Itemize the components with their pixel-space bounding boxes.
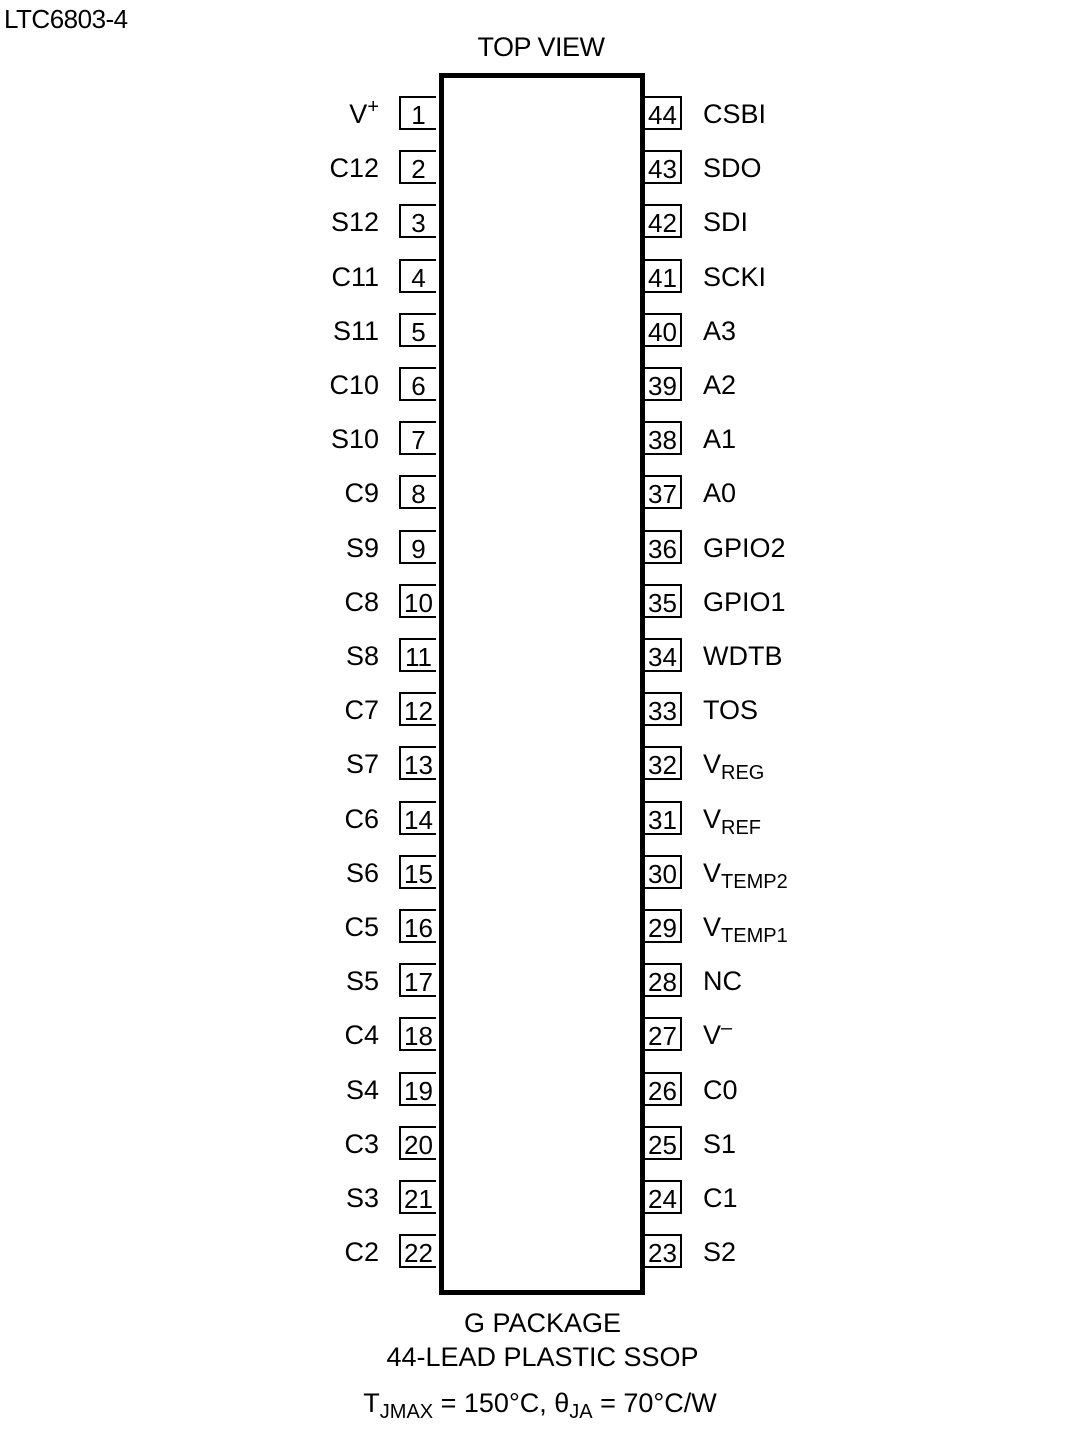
pin-17-number: 17 [399, 963, 436, 997]
pin-42-number: 42 [645, 204, 682, 238]
pin-8-name: C9 [344, 478, 379, 509]
pin-23-name: S2 [703, 1237, 737, 1268]
pin-38-label [703, 422, 736, 456]
pin-16-number: 16 [399, 909, 436, 943]
pin-40-number: 40 [645, 313, 682, 347]
pin-14-name: C6 [344, 803, 379, 834]
pin-35-label [703, 585, 786, 619]
pin-17-label [259, 964, 379, 998]
pin-28-number: 28 [645, 963, 682, 997]
pin-22-label [259, 1235, 379, 1269]
pin-29-number: 29 [645, 909, 682, 943]
pin-14-label [259, 802, 379, 836]
pin-38-number: 38 [645, 421, 682, 455]
pin-39-number: 39 [645, 367, 682, 401]
pin-13-name: S7 [345, 749, 379, 780]
pin-27-number: 27 [645, 1017, 682, 1051]
pin-11-name: S8 [345, 641, 379, 671]
pin-11-label [259, 639, 379, 673]
pin-25-number: 25 [645, 1126, 682, 1160]
pin-42-label [703, 205, 748, 239]
pin-9-number: 9 [399, 530, 436, 564]
pin-29-subscript: TEMP1 [721, 925, 788, 947]
pin-24-label [703, 1181, 738, 1215]
pin-17-name: S5 [345, 966, 379, 997]
pin-42-name: SDI [703, 207, 749, 238]
pin-24-name: C1 [703, 1183, 738, 1213]
pin-7-label [259, 422, 379, 456]
pin-12-label [259, 693, 379, 727]
pin-15-number: 15 [399, 855, 436, 889]
pin-29-label [703, 910, 788, 947]
pin-35-number: 35 [645, 584, 682, 618]
pin-31-subscript: REF [721, 816, 762, 839]
pin-25-label [703, 1127, 736, 1161]
pin-41-number: 41 [645, 259, 682, 293]
pin-31-number: 31 [645, 801, 682, 835]
pin-29-name: V [703, 912, 722, 942]
pin-43-number: 43 [645, 150, 682, 184]
pin-44-number: 44 [645, 96, 682, 130]
pin-18-number: 18 [399, 1017, 436, 1051]
pin-19-number: 19 [399, 1072, 436, 1106]
pin-30-subscript: TEMP2 [721, 870, 788, 893]
pin-28-name: NC [703, 966, 742, 997]
pin-23-label [703, 1235, 736, 1269]
pin-27-label [703, 1018, 732, 1052]
pin-11-number: 11 [399, 638, 436, 672]
pin-25-name: S1 [703, 1128, 737, 1159]
pin-41-name: SCKI [703, 261, 767, 292]
pin-28-label [703, 964, 742, 998]
pin-7-number: 7 [399, 421, 436, 455]
pin-22-name: C2 [344, 1237, 379, 1268]
pin-32-number: 32 [645, 746, 682, 780]
pin-43-label [703, 151, 762, 185]
pin-30-number: 30 [645, 855, 682, 889]
pin-2-label [259, 151, 379, 185]
pin-36-label [703, 531, 786, 565]
pin-2-number: 2 [399, 150, 436, 184]
pin-38-name: A1 [703, 424, 737, 455]
pin-31-name: V [703, 803, 722, 834]
pin-32-label [703, 747, 765, 785]
pin-33-label [703, 693, 758, 727]
pin-27-name: V [703, 1020, 722, 1051]
pin-8-label [259, 476, 379, 510]
pin-27-superscript: – [721, 1017, 733, 1040]
pin-8-number: 8 [399, 475, 436, 509]
pin-35-name: GPIO1 [703, 586, 786, 617]
pin-33-name: TOS [703, 695, 759, 726]
pin-18-name: C4 [344, 1020, 379, 1051]
part-name: LTC6803-4 [4, 4, 128, 34]
pin-36-number: 36 [645, 530, 682, 564]
pin-21-name: S3 [345, 1183, 379, 1213]
pin-19-label [259, 1073, 379, 1107]
pin-3-number: 3 [399, 204, 436, 238]
pin-37-label [703, 476, 736, 510]
pin-3-label [259, 205, 379, 239]
view-label: TOP VIEW [477, 32, 605, 62]
pin-9-name: S9 [345, 532, 379, 563]
pin-21-number: 21 [399, 1180, 436, 1214]
pin-13-number: 13 [399, 746, 436, 780]
pin-15-name: S6 [345, 857, 379, 888]
pin-10-number: 10 [399, 584, 436, 618]
pin-40-name: A3 [703, 315, 737, 346]
pin-37-name: A0 [703, 478, 737, 509]
pin-3-name: S12 [330, 207, 379, 238]
pin-6-name: C10 [329, 370, 379, 400]
pin-41-label [703, 260, 766, 294]
tjmax-subscript: JMAX [379, 1401, 434, 1423]
pin-26-name: C0 [703, 1074, 738, 1105]
pin-23-number: 23 [645, 1234, 682, 1268]
pin-43-name: SDO [703, 153, 762, 184]
pin-7-name: S10 [330, 424, 379, 455]
pin-1-superscript: + [367, 96, 379, 118]
pin-10-name: C8 [344, 586, 379, 617]
pin-33-number: 33 [645, 692, 682, 726]
pin-32-name: V [703, 749, 722, 780]
pin-32-subscript: REG [721, 762, 765, 785]
pin-1-label [259, 97, 379, 131]
ic-package-body [439, 73, 645, 1295]
theta-ja-value: = 70°C/W [592, 1388, 717, 1418]
pin-44-name: CSBI [703, 99, 767, 129]
pin-14-number: 14 [399, 801, 436, 835]
pin-30-label [703, 856, 788, 893]
thermal-spec [0, 1388, 1072, 1423]
pin-20-number: 20 [399, 1126, 436, 1160]
package-name: G PACKAGE [463, 1308, 622, 1338]
pin-16-name: C5 [344, 912, 379, 942]
pin-26-number: 26 [645, 1072, 682, 1106]
package-description: 44-LEAD PLASTIC SSOP [386, 1342, 699, 1372]
pin-30-name: V [703, 857, 722, 888]
pin-4-label [259, 260, 379, 294]
pin-1-number: 1 [399, 96, 436, 130]
pin-37-number: 37 [645, 475, 682, 509]
pin-36-name: GPIO2 [703, 532, 786, 563]
pin-10-label [259, 585, 379, 619]
pin-34-number: 34 [645, 638, 682, 672]
pin-18-label [259, 1018, 379, 1052]
pin-34-label [703, 639, 782, 673]
pin-12-number: 12 [399, 692, 436, 726]
pin-5-number: 5 [399, 313, 436, 347]
pin-1-name: V [349, 99, 368, 129]
pin-16-label [259, 910, 379, 944]
pin-40-label [703, 314, 736, 348]
pin-22-number: 22 [399, 1234, 436, 1268]
pin-26-label [703, 1073, 738, 1107]
pin-20-name: C3 [344, 1128, 379, 1159]
pin-4-number: 4 [399, 259, 436, 293]
pin-5-label [259, 314, 379, 348]
pin-21-label [259, 1181, 379, 1215]
pin-24-number: 24 [645, 1180, 682, 1214]
pin-4-name: C11 [331, 261, 379, 292]
pin-19-name: S4 [345, 1074, 379, 1105]
pin-44-label [703, 97, 766, 131]
pin-15-label [259, 856, 379, 890]
pin-34-name: WDTB [703, 641, 783, 671]
theta-ja-subscript: JA [569, 1401, 593, 1423]
pin-12-name: C7 [344, 695, 379, 726]
pin-31-label [703, 802, 762, 839]
pin-39-name: A2 [703, 370, 737, 400]
pin-5-name: S11 [332, 315, 379, 346]
tjmax-value: = 150°C, θ [433, 1388, 570, 1418]
pin-13-label [259, 747, 379, 781]
tjmax-symbol: T [363, 1388, 380, 1418]
pin-39-label [703, 368, 736, 402]
pin-6-label [259, 368, 379, 402]
pin-9-label [259, 531, 379, 565]
pin-20-label [259, 1127, 379, 1161]
pin-6-number: 6 [399, 367, 436, 401]
pin-2-name: C12 [329, 153, 379, 184]
